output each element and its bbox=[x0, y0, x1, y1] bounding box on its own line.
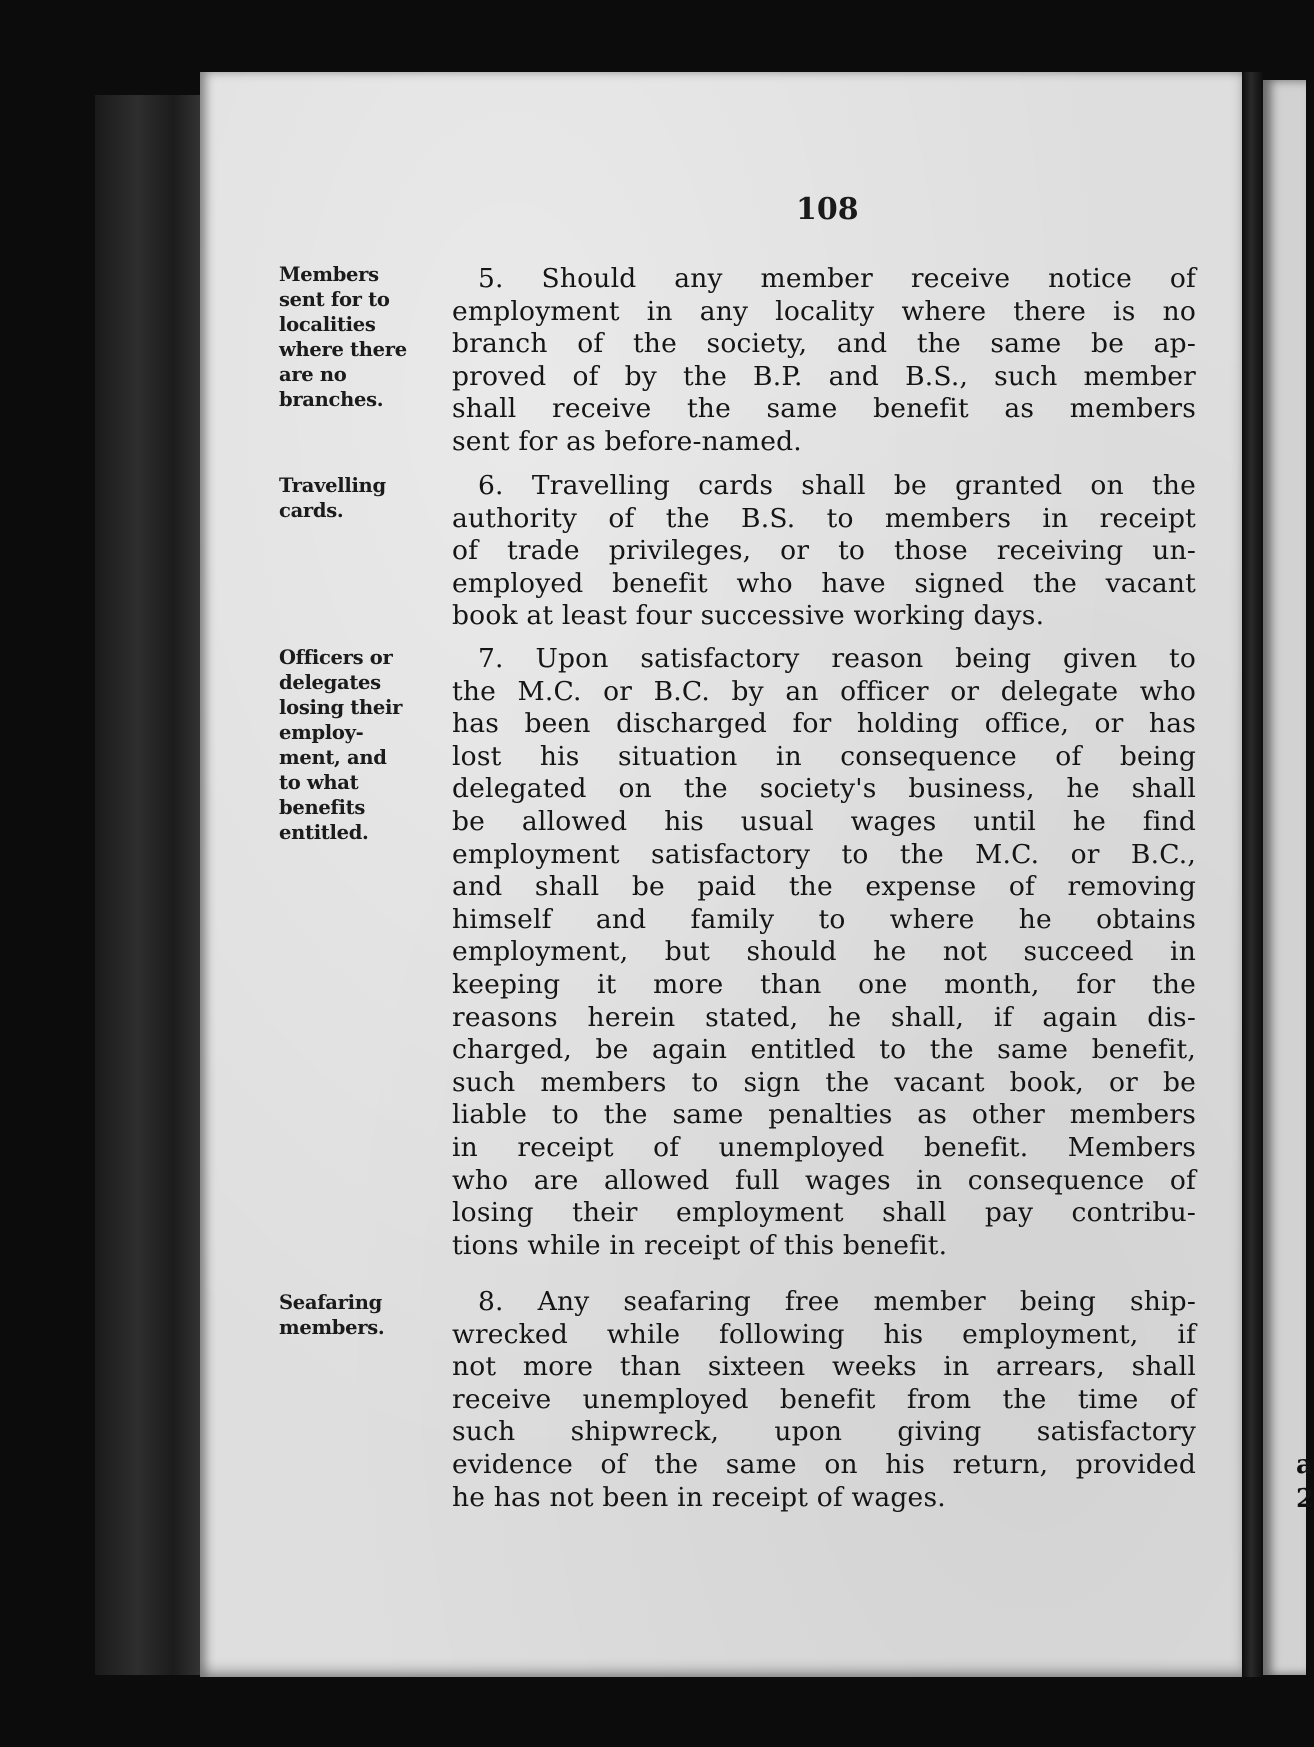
text-line: employment satisfactory to the M.C. or B.C., bbox=[452, 838, 1196, 870]
margin-note-travelling-cards: Travelling cards. bbox=[279, 474, 386, 522]
adjacent-page-edge bbox=[1263, 80, 1314, 1675]
text-line: in receipt of unemployed benefit. Members bbox=[452, 1131, 1196, 1163]
text-line: 6. Travelling cards shall be granted on the bbox=[478, 470, 1196, 501]
page-number: 108 bbox=[796, 192, 859, 227]
adjacent-page-glyph: 2 bbox=[1296, 1484, 1314, 1514]
text-line: branch of the society, and the same be ap- bbox=[452, 328, 1196, 360]
book-gutter bbox=[1243, 72, 1263, 1677]
text-line: himself and family to where he obtains bbox=[452, 903, 1196, 935]
text-line: not more than sixteen weeks in arrears, shall bbox=[452, 1351, 1196, 1383]
text-line: evidence of the same on his return, provided bbox=[452, 1448, 1196, 1480]
text-line: employment, but should he not succeed in bbox=[452, 936, 1196, 968]
text-line: delegated on the society's business, he shall bbox=[452, 773, 1196, 805]
text-line: employment in any locality where there is no bbox=[452, 295, 1196, 327]
text-line: reasons herein stated, he shall, if again dis- bbox=[452, 1001, 1196, 1033]
text-line: sent for as before-named. bbox=[452, 425, 802, 457]
text-line: such members to sign the vacant book, or be bbox=[452, 1066, 1196, 1098]
scan-border-left bbox=[95, 95, 200, 1675]
text-line: be allowed his usual wages until he find bbox=[452, 805, 1196, 837]
text-line: the M.C. or B.C. by an officer or delegate who bbox=[452, 675, 1196, 707]
text-line: lost his situation in consequence of being bbox=[452, 740, 1196, 772]
text-line: keeping it more than one month, for the bbox=[452, 968, 1196, 1000]
paragraph-rule-7 bbox=[452, 643, 1196, 1262]
adjacent-page-text bbox=[1296, 1448, 1314, 1516]
adjacent-page-glyph: a bbox=[1296, 1450, 1313, 1480]
margin-note-seafaring-members: Seafaring members. bbox=[279, 1291, 385, 1339]
text-line: and shall be paid the expense of removing bbox=[452, 871, 1196, 903]
text-line: who are allowed full wages in consequence of bbox=[452, 1164, 1196, 1196]
text-line: wrecked while following his employment, if bbox=[452, 1318, 1196, 1350]
paragraph-rule-6 bbox=[452, 470, 1196, 633]
text-line: he has not been in receipt of wages. bbox=[452, 1481, 946, 1513]
text-line: shall receive the same benefit as members bbox=[452, 393, 1196, 425]
text-line: liable to the same penalties as other members bbox=[452, 1099, 1196, 1131]
paragraph-rule-8 bbox=[452, 1286, 1196, 1514]
text-line: book at least four successive working days. bbox=[452, 600, 1045, 632]
margin-note-members-sent: Members sent for to localities where there are no branches. bbox=[279, 263, 407, 411]
text-line: employed benefit who have signed the vacant bbox=[452, 567, 1196, 599]
margin-note-officers-delegates: Officers or delegates losing their employ- ment, and to what benefits entitled. bbox=[279, 646, 403, 844]
text-line: 8. Any seafaring free member being ship- bbox=[478, 1286, 1196, 1317]
text-line: 5. Should any member receive notice of bbox=[478, 263, 1196, 294]
text-line: proved of by the B.P. and B.S., such member bbox=[452, 360, 1196, 392]
paragraph-rule-5 bbox=[452, 263, 1196, 459]
text-line: losing their employment shall pay contribu- bbox=[452, 1197, 1196, 1229]
text-line: 7. Upon satisfactory reason being given to bbox=[478, 643, 1196, 674]
text-line: tions while in receipt of this benefit. bbox=[452, 1229, 948, 1261]
text-line: authority of the B.S. to members in receipt bbox=[452, 502, 1196, 534]
text-line: of trade privileges, or to those receiving un- bbox=[452, 535, 1196, 567]
text-line: such shipwreck, upon giving satisfactory bbox=[452, 1416, 1196, 1448]
text-line: receive unemployed benefit from the time of bbox=[452, 1383, 1196, 1415]
text-line: charged, be again entitled to the same benefit, bbox=[452, 1034, 1196, 1066]
text-line: has been discharged for holding office, or has bbox=[452, 708, 1196, 740]
